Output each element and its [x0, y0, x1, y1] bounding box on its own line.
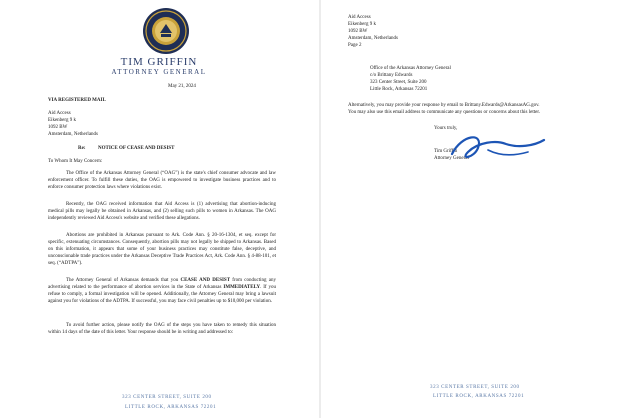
footer-address-line: 323 CENTER STREET, SUITE 200: [122, 395, 212, 400]
recipient-line: Amsterdam, Netherlands: [48, 132, 98, 137]
recipient-line: Eikenberg 9 k: [48, 118, 76, 123]
response-address-line: 323 Center Street, Suite 200: [370, 80, 427, 85]
email-instruction: Alternatively, you may provide your response by email to Brittany.Edwards@ArkansasAG.gov.: [348, 103, 540, 108]
page2-header-line: Aid Access: [348, 15, 371, 20]
salutation: To Whom It May Concern:: [48, 159, 103, 164]
response-address-line: c/o Brittany Edwards: [370, 73, 413, 78]
response-address-line: Little Rock, Arkansas 72201: [370, 87, 428, 92]
para4-pre: The Attorney General of Arkansas demands that you: [66, 278, 179, 283]
response-address-line: Office of the Arkansas Attorney General: [370, 66, 451, 71]
paragraph-3: Abortions are prohibited in Arkansas pursuant to Ark. Code Ann. § 20-16-1304, et seq. except for specific, extenuating circumstances. Consequently, abortion pills may not legally be shipped to Arkansas. Based on this information, it appears that some of your business practices may constitute false, deceptive, and unconscionable trade practices under the Arkansas Deceptive Trade Practices Act, Ark. Code Ann. § 4-88-101, et seq. (“ADTPA”).: [48, 233, 276, 266]
recipient-line: Aid Access: [48, 111, 71, 116]
page2-header-line: Amsterdam, Netherlands: [348, 36, 398, 41]
letter-page-1: [0, 0, 318, 418]
paragraph-5: To avoid further action, please notify the OAG of the steps you have taken to remedy this situation within 14 days of the date of this letter. Your response should be in writing and addressed to:: [48, 323, 276, 335]
paragraph-1: The Office of the Arkansas Attorney General (“OAG”) is the state's chief consumer advocate and law enforcement officer. To fulfill these duties, the OAG is empowered to investigate business practices and to enforce consumer protection laws where violations exist.: [48, 171, 276, 190]
signer-title: Attorney General: [434, 156, 469, 161]
page2-header-line: 1092 BW: [348, 29, 368, 34]
recipient-line: 1092 BW: [48, 125, 68, 130]
letter-page-2: [322, 0, 640, 418]
re-label: Re:: [78, 146, 86, 151]
header-title: ATTORNEY GENERAL: [111, 68, 207, 76]
re-subject: NOTICE OF CEASE AND DESIST: [98, 146, 175, 151]
page-number: Page 2: [348, 43, 362, 48]
paragraph-2: Recently, the OAG received information that Aid Access is (1) advertising that abortion-inducing medical pills may legally be obtained in Arkansas, and (2) selling such pills to women in Arkansas. The OAG independently reviewed Aid Access's website and verified these allegations.: [48, 202, 276, 221]
footer-city-line: LITTLE ROCK, ARKANSAS 72201: [433, 394, 525, 399]
footer-city-line: LITTLE ROCK, ARKANSAS 72201: [125, 405, 217, 410]
page2-header-line: Eikenberg 9 k: [348, 22, 376, 27]
signer-name: Tim Griffin: [434, 149, 458, 154]
signature-icon: [448, 128, 548, 168]
header-name: TIM GRIFFIN: [120, 56, 198, 68]
para4-post: . If you refuse to comply, a formal investigation will be opened. Additionally, the Attorney General may bring a lawsuit against you for violations of the ADTPA. If successful, you may face civil penalties up to $10,000 per violation.: [48, 285, 277, 304]
attorney-general-seal-icon: [142, 7, 190, 55]
page-divider: [319, 0, 321, 418]
immediately: IMMEDIATELY: [223, 285, 261, 290]
email-instruction-2: You may also use this email address to communicate any questions or concerns about this letter.: [348, 110, 540, 115]
paragraph-4: [48, 277, 276, 305]
footer-address-line: 323 CENTER STREET, SUITE 200: [430, 385, 520, 390]
para4-mid: from conducting any advertising related to the performance of abortion services in the State of Arkansas: [48, 278, 276, 290]
cease-and-desist: CEASE AND DESIST: [180, 278, 231, 283]
closing: Yours truly,: [434, 126, 458, 131]
delivery-method: VIA REGISTERED MAIL: [48, 98, 106, 103]
letter-date: May 21, 2024: [168, 84, 196, 89]
